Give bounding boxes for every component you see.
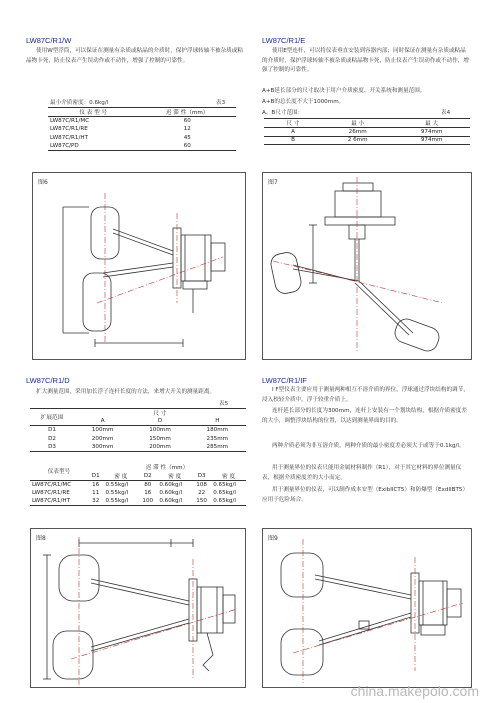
table5-cell: 150 bbox=[192, 497, 211, 506]
table5-cell: 0.60kg/l bbox=[157, 497, 192, 506]
table4-header: 最 大 bbox=[393, 119, 470, 128]
table4-cell: B bbox=[264, 136, 322, 145]
min-density-label: 最小介质密度：0.6kg/l bbox=[50, 100, 109, 106]
table5-number: 表5 bbox=[219, 401, 229, 407]
table5-subheader: 密 度 bbox=[157, 472, 192, 481]
table5-cell: 200mm bbox=[91, 435, 114, 442]
table-row bbox=[48, 117, 236, 126]
table5-cell: 11 bbox=[92, 490, 100, 497]
table5-cell: 0.65kg/l bbox=[213, 481, 236, 488]
table-row bbox=[48, 125, 236, 134]
section-w-paragraph: 使用W型浮筒，可以保证在测量有杂质或粘晶的介质时，保护浮球转轴不被杂质或粘晶物卡死，防止仪表产生误动作或不动作，增强了控制的可靠性。 bbox=[26, 48, 243, 64]
float-switch-drawing-if bbox=[263, 529, 473, 689]
table3-header-hyst: 迟 滞 性（mm） bbox=[139, 108, 237, 117]
table-row bbox=[264, 136, 470, 145]
table3-cell: LW87C/R1/HT bbox=[50, 134, 88, 141]
table4-header: 尺 寸 bbox=[264, 119, 322, 128]
table3-cell: LW87C/PD bbox=[48, 142, 139, 151]
table5-subheader: D3 bbox=[192, 472, 211, 481]
table5-cell: LW87C/R1/RE bbox=[32, 490, 70, 497]
table-row bbox=[48, 134, 236, 143]
table3-cell: 60 bbox=[139, 142, 237, 151]
table3-number: 表3 bbox=[216, 100, 226, 106]
table4-caption: A、B尺寸范围： bbox=[262, 110, 304, 116]
table5-subheader: D1 bbox=[88, 472, 103, 481]
table5-cell: 0.55kg/l bbox=[105, 490, 129, 497]
section-title-if: LW87C/R1/IF bbox=[262, 376, 307, 385]
table4-cell: 26mm bbox=[322, 128, 393, 137]
table5-cell: 0.55kg/l bbox=[103, 497, 138, 506]
table5-cell: 100mm bbox=[91, 427, 114, 434]
section-title-w: LW87C/R1/W bbox=[26, 36, 72, 45]
figure-7 bbox=[262, 172, 472, 360]
table4-cell: A bbox=[264, 128, 322, 137]
float-switch-drawing-d bbox=[31, 529, 247, 689]
table5-cell: 0.60kg/l bbox=[159, 481, 183, 488]
table3-header-model: 仪 表 型 号 bbox=[48, 108, 139, 117]
table5-cell: 285mm bbox=[189, 443, 246, 452]
table5-cell: 80 bbox=[144, 481, 152, 488]
table5-cell: D1 bbox=[48, 427, 56, 434]
table5-cell: 16 bbox=[144, 490, 152, 497]
section-e-paragraph-3: A+B的总长度不大于1000mm。 bbox=[262, 99, 345, 105]
figure-8 bbox=[30, 528, 246, 688]
table4-cell: 974mm bbox=[393, 136, 470, 145]
section-if-paragraph-3: 两种介质必须为非互溶介质，两种介质的最小密度差必须大于或等于0.1kg/l。 bbox=[272, 443, 465, 449]
table-row bbox=[48, 142, 236, 151]
figure-9-label: 图9 bbox=[268, 535, 278, 542]
section-e-paragraph-1: 使用E型连杆，可以将仪表垂直安装到容器内部；同时保证在测量有杂质或粘晶的介质时，保护浮球转轴不被杂质或粘晶物卡死，防止仪表产生误动作或不动作，增强了控制的可靠性。 bbox=[262, 48, 469, 74]
table5-cell: 300mm bbox=[74, 443, 131, 452]
figure-9 bbox=[262, 528, 472, 688]
watermark-text: china.makepolo.com bbox=[350, 683, 479, 699]
table5-cell: 0.55kg/l bbox=[105, 481, 129, 488]
table3-cell: 45 bbox=[183, 134, 191, 141]
table5-cell: 150mm bbox=[149, 435, 171, 442]
table5-col: D bbox=[131, 417, 188, 426]
table3 bbox=[48, 107, 236, 151]
table5-header-size: 尺 寸 bbox=[74, 409, 246, 418]
table5-cell: 200mm bbox=[131, 443, 188, 452]
table-row bbox=[30, 480, 246, 489]
table-row bbox=[30, 443, 246, 452]
table5-cell: 32 bbox=[88, 497, 103, 506]
table3-cell: LW87C/R1/RE bbox=[50, 126, 88, 133]
table-row bbox=[30, 489, 246, 498]
figure-6-label: 图6 bbox=[38, 179, 48, 186]
table5-cell: 0.60kg/l bbox=[159, 490, 183, 497]
table5-cell: 22 bbox=[198, 490, 206, 497]
float-switch-drawing-w bbox=[33, 173, 247, 361]
figure-8-label: 图8 bbox=[36, 535, 46, 542]
table-row bbox=[30, 434, 246, 443]
section-if-paragraph-5: 用于测量界位的仪表，可以制作成本安型（ExibIICT5）和防爆型（ExdIIBT5）应用于危险场合。 bbox=[262, 487, 469, 503]
table5-cell: 108 bbox=[196, 481, 207, 488]
table5-subheader: 密 度 bbox=[211, 472, 246, 481]
table5-hysteresis bbox=[30, 463, 246, 506]
table5-cell: D2 bbox=[48, 435, 56, 442]
figure-6 bbox=[32, 172, 246, 360]
table5-ranges bbox=[30, 408, 246, 452]
table5-cell: 235mm bbox=[206, 435, 229, 442]
section-e-paragraph-2: A+B延长部分的尺寸取决于用户介质密度、开关系统和测量范围。 bbox=[262, 88, 426, 94]
table3-cell: 60 bbox=[183, 118, 191, 125]
table5-col: A bbox=[74, 417, 131, 426]
section-title-e: LW87C/R1/E bbox=[262, 36, 306, 45]
table5-subheader: 密 度 bbox=[103, 472, 138, 481]
table5-cell: D3 bbox=[30, 443, 74, 452]
table5-header-hyst: 迟 滞 性（mm） bbox=[145, 465, 189, 472]
table5-cell: 0.65kg/l bbox=[213, 490, 236, 497]
table4-header: 最 小 bbox=[322, 119, 393, 128]
section-title-d: LW87C/R1/D bbox=[26, 376, 70, 385]
table4 bbox=[264, 118, 470, 145]
table5-cell: 100mm bbox=[149, 427, 171, 434]
table4-cell: 2 6mm bbox=[322, 136, 393, 145]
table5-cell: 180mm bbox=[206, 427, 229, 434]
table5-cell: 16 bbox=[92, 481, 100, 488]
table5-cell: LW87C/R1/HT bbox=[30, 497, 88, 506]
section-if-paragraph-2: 连杆延长部分的长度为300mm，连杆上安装有一个划块结构，根据介质密度差的大小，调整浮块结构的位置，以达到测量界面的目的。 bbox=[262, 408, 467, 424]
table3-cell: LW87C/R1/MC bbox=[50, 118, 90, 125]
table5-cell: LW87C/R1/MC bbox=[32, 481, 72, 488]
float-switch-drawing-e bbox=[263, 173, 473, 361]
table-row bbox=[30, 497, 246, 506]
table5-subheader: D2 bbox=[138, 472, 157, 481]
table5-header-model: 仪表型号 bbox=[30, 463, 88, 480]
table5-cell: 0.65kg/l bbox=[211, 497, 246, 506]
table-row bbox=[30, 426, 246, 435]
table-row bbox=[264, 128, 470, 137]
table5-header-range: 扩展范围 bbox=[30, 409, 74, 426]
section-if-paragraph-1: I F型仪表主要应用于测量两种相互不溶介质的界位，浮球通过浮块结构的调节，浸入校轻介质中，浮于较重介质上。 bbox=[262, 387, 469, 403]
section-d-paragraph: 扩大测量范围，采用加长浮子连杆长度的方法，来增大开关的测量距离。 bbox=[36, 389, 216, 395]
section-if-paragraph-4: 用于测量界位的仪表只能用金属材料制作（R1），对于其它材料的界位测量仪表，根据介质密度差的大小而定。 bbox=[262, 465, 462, 481]
table5-cell: 100 bbox=[138, 497, 157, 506]
table4-number: 表4 bbox=[441, 110, 451, 116]
table4-cell: 974mm bbox=[393, 128, 470, 137]
figure-7-label: 图7 bbox=[268, 179, 278, 186]
table5-col: H bbox=[189, 417, 246, 426]
table3-cell: 12 bbox=[183, 126, 191, 133]
